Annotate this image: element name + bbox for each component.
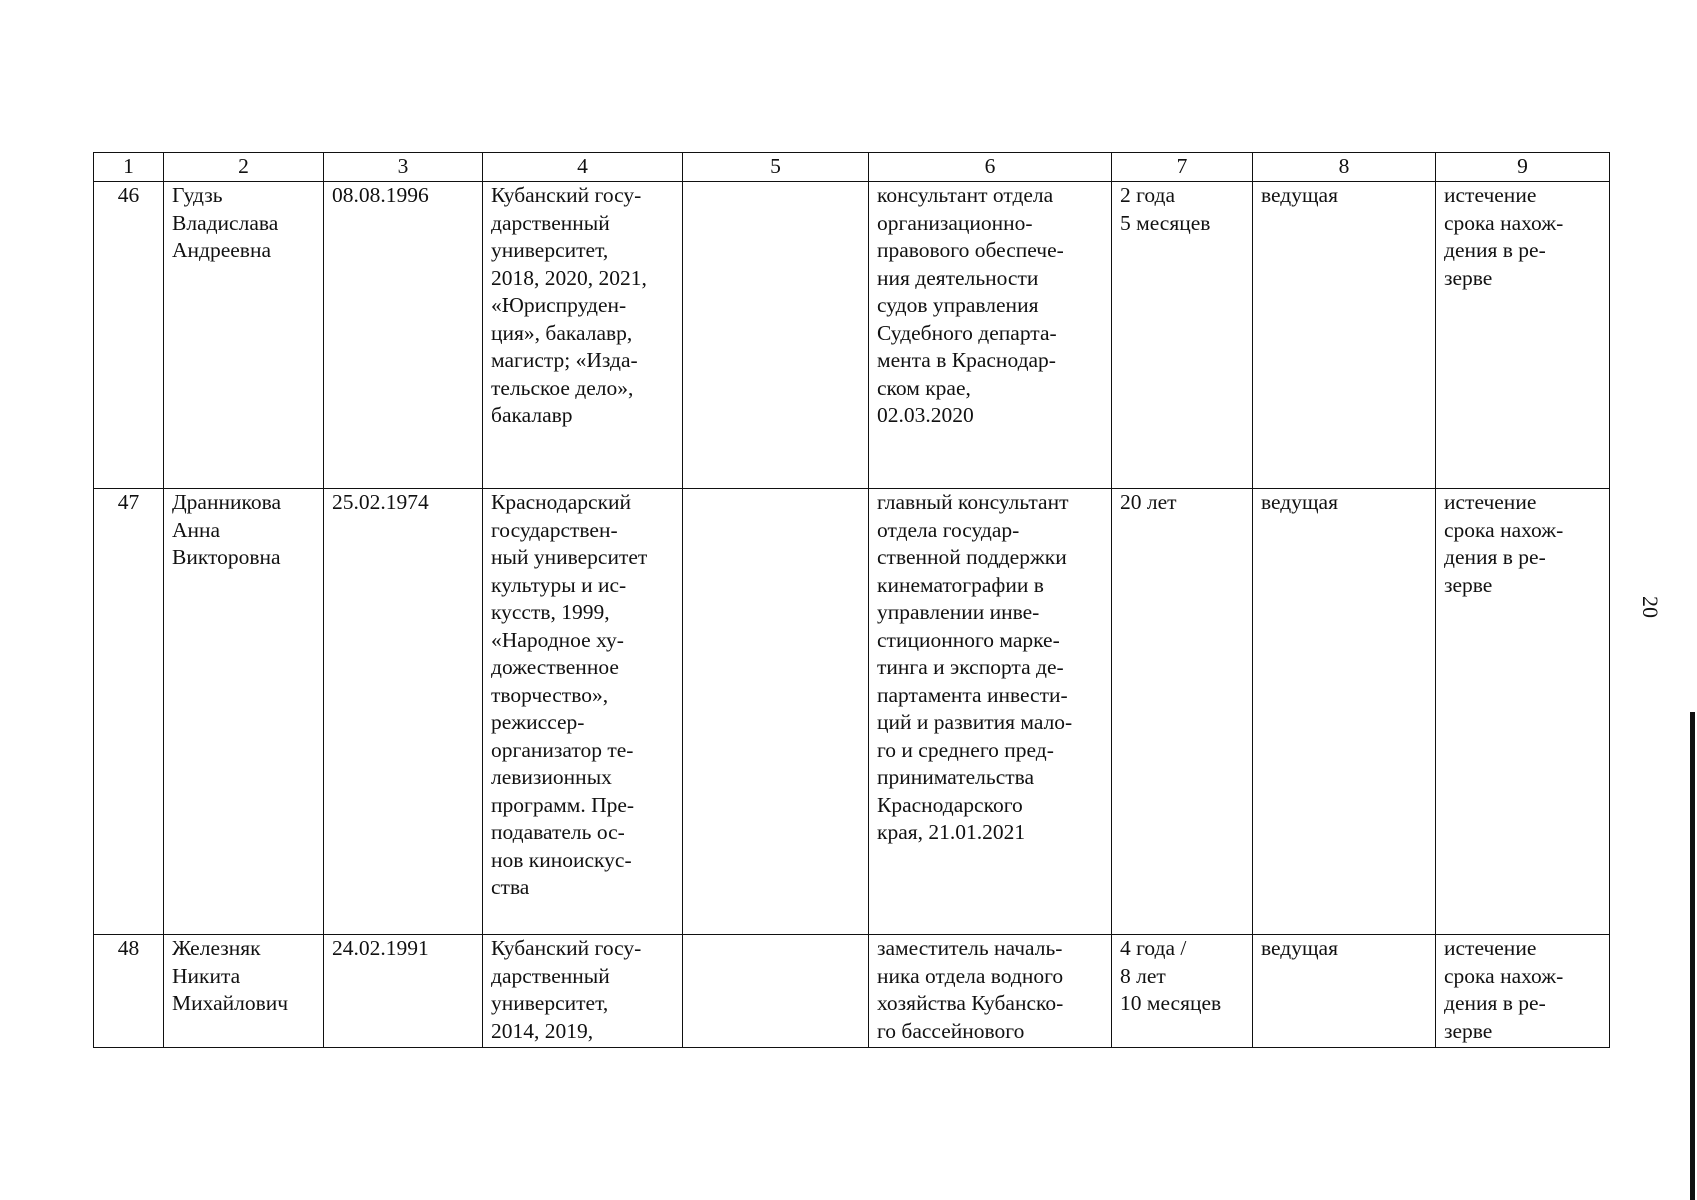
column-header: 4 <box>483 153 683 182</box>
experience-cell: 4 года / 8 лет 10 месяцев <box>1112 935 1253 1048</box>
table-row <box>94 182 1610 489</box>
position-group-cell: ведущая <box>1253 489 1436 935</box>
full-name-cell: Гудзь Владислава Андреевна <box>164 182 324 489</box>
birth-date-cell: 24.02.1991 <box>324 935 483 1048</box>
column-5-cell <box>683 182 869 489</box>
column-number-row <box>94 153 1610 182</box>
full-name-cell: Железняк Никита Михайлович <box>164 935 324 1048</box>
column-5-cell <box>683 935 869 1048</box>
column-header: 9 <box>1436 153 1610 182</box>
column-header: 2 <box>164 153 324 182</box>
scan-edge-shadow <box>1690 712 1695 1200</box>
column-5-cell <box>683 489 869 935</box>
position-group-cell: ведущая <box>1253 935 1436 1048</box>
position-cell: консультант отдела организационно- правового обеспече- ния деятельности судов управления Судебного департа- мента в Краснодар- ском крае, 02.03.2020 <box>869 182 1112 489</box>
reserve-table <box>93 152 1610 1048</box>
exclusion-reason-cell: истечение срока нахож- дения в ре- зерве <box>1436 489 1610 935</box>
column-header: 7 <box>1112 153 1253 182</box>
experience-cell: 20 лет <box>1112 489 1253 935</box>
birth-date-cell: 25.02.1974 <box>324 489 483 935</box>
position-group-cell: ведущая <box>1253 182 1436 489</box>
exclusion-reason-cell: истечение срока нахож- дения в ре- зерве <box>1436 182 1610 489</box>
column-header: 8 <box>1253 153 1436 182</box>
education-cell: Кубанский госу- дарственный университет, 2018, 2020, 2021, «Юриспруден- ция», бакалавр, магистр; «Изда- тельское дело», бакалавр <box>483 182 683 489</box>
education-cell: Кубанский госу- дарственный университет, 2014, 2019, <box>483 935 683 1048</box>
experience-cell: 2 года 5 месяцев <box>1112 182 1253 489</box>
table-row <box>94 935 1610 1048</box>
row-number: 46 <box>94 182 164 489</box>
column-header: 6 <box>869 153 1112 182</box>
column-header: 3 <box>324 153 483 182</box>
page-number: 20 <box>1638 596 1663 618</box>
column-header: 5 <box>683 153 869 182</box>
row-number: 48 <box>94 935 164 1048</box>
full-name-cell: Дранникова Анна Викторовна <box>164 489 324 935</box>
birth-date-cell: 08.08.1996 <box>324 182 483 489</box>
education-cell: Краснодарский государствен- ный университет культуры и ис- кусств, 1999, «Народное ху- дожественное творчество», режиссер- организатор те- левизионных программ. Пре- подаватель ос- нов киноискус- ства <box>483 489 683 935</box>
exclusion-reason-cell: истечение срока нахож- дения в ре- зерве <box>1436 935 1610 1048</box>
position-cell: заместитель началь- ника отдела водного хозяйства Кубанско- го бассейнового <box>869 935 1112 1048</box>
column-header: 1 <box>94 153 164 182</box>
table-row <box>94 489 1610 935</box>
position-cell: главный консультант отдела государ- ственной поддержки кинематографии в управлении инве- стиционного марке- тинга и экспорта де- партамента инвести- ций и развития мало- го и среднего пред- принимательства Краснодарского края, 21.01.2021 <box>869 489 1112 935</box>
row-number: 47 <box>94 489 164 935</box>
